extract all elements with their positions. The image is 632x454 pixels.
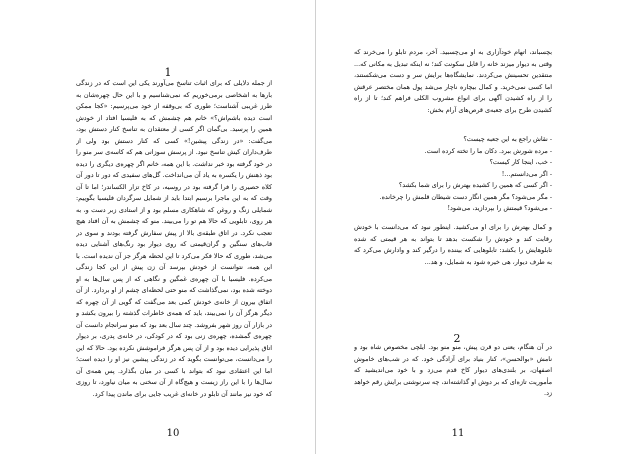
- chapter-number: 2: [453, 332, 461, 345]
- dialogue-line: - نقاش راجع به این جعبه چیست؟: [463, 135, 552, 143]
- body-text-middle: [354, 222, 552, 294]
- body-text-top: [354, 47, 552, 129]
- paragraph: بچسباند، اتهام خودآزاری به او می‌چسبید. آخر، مردم تابلو را می‌خرند که وقتی به دیوار میزند خانه را قابل سکونت کند؛ نه اینکه تبدیل به مکانی که... منتقدین تحسینش می‌کردند. نمایشگاه‌ها برایش سر و دست می‌شکستند، اما کسی نمی‌خرید. و کمال بیچاره ناچار می‌شد پول همان مختصر عرقش را از راه کشیدن آگهی برای انواع مشروب الکلی فراهم کند؛ تا از راه کشیدن طرح برای جعبه‌ی قرص‌های آرام بخش:: [354, 48, 552, 114]
- paragraph: در آن هنگام، یعنی دو قرن پیش، منو منو بود. ایلچی مخصوص شاه بود و نامش «بوالحسن»، کنار بنیاد برای آزادگی خود. که در شب‌های خاموش اصفهان، بر بلندی‌های دیوار کاخ قدم می‌زد و با خود می‌اندیشید که مأموریت تازه‌ای که بر دوش او گذاشته‌اند، چه سرنوشتی برایش رقم خواهد زد.: [354, 343, 552, 397]
- body-text-bottom: [354, 342, 552, 406]
- body-text: [76, 78, 272, 418]
- right-page: [316, 0, 632, 454]
- dialogue-line: - می‌شود؟ قیمتش را بپردازید، می‌شود!: [447, 204, 552, 212]
- dialogue-line: - اگر می‌دانستم...!: [501, 169, 552, 178]
- paragraph: و کمال بهترش را برای او می‌کشید. اینطور نبود که می‌دانست با خودش رقابت کند و خودش را شکست بدهد تا بتواند به هر قیمتی که شده تابلوهایش را بکشد: تابلوهایی که بیننده را درگیر کند و وادارش می‌کرد که به طرف دیوار، هی خیره شود به شمایل، و هد...: [354, 223, 552, 266]
- page-number: 10: [166, 428, 180, 439]
- page-number: 11: [451, 428, 465, 439]
- dialogue-line: - مگر می‌شود؟ مگر همین انگار دست شیطان قلمش را چرخانده.: [379, 192, 552, 201]
- dialogue-line: - خب، اینجا کار کیست؟: [489, 158, 552, 166]
- paragraph: از جمله دلایلی که برای اثبات تناسخ می‌آورند یکی این است که در زندگی بارها به اشخاصی برمی‌خوریم که نمی‌شناسیم و با این حال چهره‌شان به طرز غریبی آشناست؛ طوری که بی‌وقفه از خود می‌پرسیم: «کجا ممکن است دیده باشم‌اش؟» خانم هم چشمش که به فلیسیا افتاد از خودش همین را پرسید. بی‌گمان اگر کسی از معتقدان به تناسخ کنار دستش بود، می‌گفت: «در زندگی پیشین!» کسی که کنار دستش بود ولی از طرف‌داران کیش تناسخ نبود. از پرسش سوزانی هم که کاسه‌ی سر منو را در خود گرفته بود خبر نداشت. با این همه، خانم اگر چهره‌ی دیگری را دیده بود ذهنش را یکسره به یاد آن می‌انداخت. گل‌های سفیدی که دور تا دور آن کلاه حصیری را فرا گرفته بود در روسیه، در کاخ تزار الکساندر؛ اما تا آن وقت که به این ماجرا برسیم ابتدا باید از شمایل سرگردان فلیسیا بگوییم: شمایلی زنگ و روغن که شاهکاری مسلم بود و از استادی زبر دست و، به هر روی، تابلویی که حالا هم تو را می‌بیند. منو که چشمش به آن افتاد هیچ تعجب نکرد. در اتاق طبقه‌ی بالا از پیش سفارش گرفته بودند و سوی در قاب‌های سنگین و گران‌قیمتی که روی دیوار بود رنگ‌های آشنایی دیده می‌شد، طوری که حالا فکر می‌کرد تا این لحظه هرگز جز آن ندیده است. با این همه، نتوانست از خودش بپرسد آن زن پیش از این کجا زندگی می‌کرده. فلیسیا با آن چهره‌ی غمگین و نگاهی که از پس سال‌ها به او دوخته شده بود، نمی‌گذاشت که منو حتی لحظه‌ای چشم از او بردارد. از آن اتفاق بیرون از خانه‌ی خودش کمی بعد می‌گفت که گویی از آن چهره که دیگر هرگز آن را نمی‌بیند، باید که همه‌ی خاطرات گذشته را بیرون بکشد و در بازار آن روز شهر بفروشد. چند سال بعد بود که منو سرانجام دانست آن چهره‌ی گمشده، چهره‌ی زنی بود که در کودکی، در خانه‌ی پدری، بر دیوار اتاق پذیرایی دیده بود و از آن پس هرگز فراموشش نکرده بود. حالا که این را می‌دانست، می‌توانست بگوید که در زندگی پیشین نیز او را دیده است؛ اما این اعتقادی نبود که بتواند با کسی در میان بگذارد. پس همه‌ی آن سال‌ها را با این راز زیست و هیچ‌گاه از آن سخنی به میان نیاورد، تا روزی که خود نیز مانند آن تابلو در خانه‌ای غریب جایی برای ماندن پیدا کرد.: [76, 79, 272, 398]
- dialogue-block: [354, 134, 552, 216]
- dialogue-line: - اگر کسی که همین را کشیده بهترش را برای شما بکشد؟: [398, 181, 552, 189]
- chapter-number: 1: [164, 66, 172, 79]
- dialogue-line: - مرده شورش ببرد. دکان ما را تخته کرده است.: [424, 146, 552, 155]
